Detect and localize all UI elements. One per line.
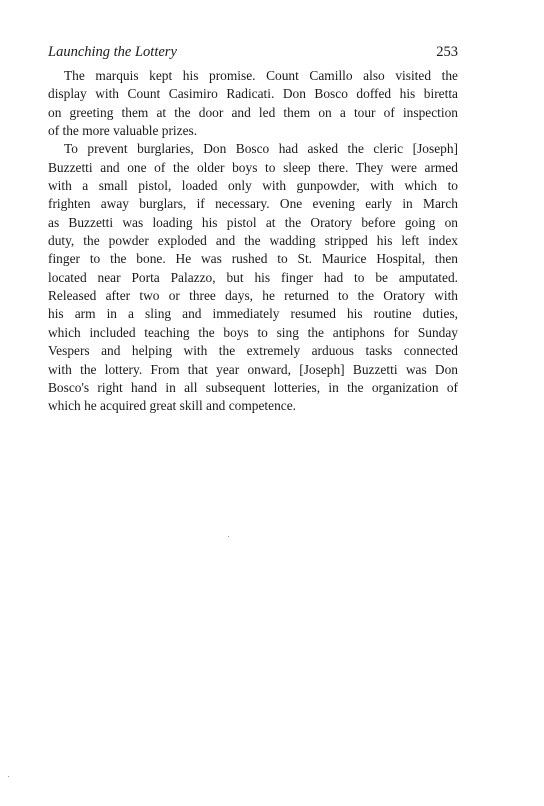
text-line: The marquis kept his promise. Count Camillo also visited the	[64, 68, 458, 83]
scan-speck	[228, 536, 229, 537]
paragraph	[48, 140, 458, 415]
text-line: Released after two or three days, he returned to the Oratory with	[48, 288, 458, 304]
page-number: 253	[436, 44, 458, 60]
text-line: with a small pistol, loaded only with gunpowder, with which to	[48, 178, 458, 194]
text-line: Buzzetti and one of the older boys to sleep there. They were armed	[48, 159, 458, 175]
running-head	[48, 43, 458, 63]
text-line: duty, the powder exploded and the wadding stripped his left index	[48, 233, 458, 249]
text-line: with the lottery. From that year onward, [Joseph] Buzzetti was Don	[48, 361, 458, 377]
text-line: To prevent burglaries, Don Bosco had asked the cleric [Joseph]	[64, 141, 458, 157]
scan-speck	[8, 776, 9, 777]
text-line: Vespers and helping with the extremely arduous tasks connected	[48, 343, 458, 359]
text-line: which he acquired great skill and competence.	[48, 398, 296, 414]
text-line: located near Porta Palazzo, but his finger had to be amputated.	[48, 269, 458, 285]
text-line: Bosco's right hand in all subsequent lotteries, in the organization of	[48, 379, 458, 395]
running-head-title: Launching the Lottery	[48, 44, 177, 60]
body-text	[48, 67, 458, 416]
text-line: as Buzzetti was loading his pistol at the Oratory before going on	[48, 214, 458, 230]
text-line: finger to the bone. He was rushed to St. Maurice Hospital, then	[48, 251, 458, 267]
text-line: which included teaching the boys to sing the antiphons for Sunday	[48, 324, 458, 340]
text-line: of the more valuable prizes.	[48, 123, 198, 139]
text-line: frighten away burglars, if necessary. One evening early in March	[48, 196, 458, 212]
text-line: display with Count Casimiro Radicati. Don Bosco doffed his biretta	[48, 86, 458, 102]
text-line: his arm in a sling and immediately resumed his routine duties,	[48, 306, 458, 322]
paragraph	[48, 67, 458, 140]
text-line: on greeting them at the door and led them on a tour of inspection	[48, 104, 458, 120]
